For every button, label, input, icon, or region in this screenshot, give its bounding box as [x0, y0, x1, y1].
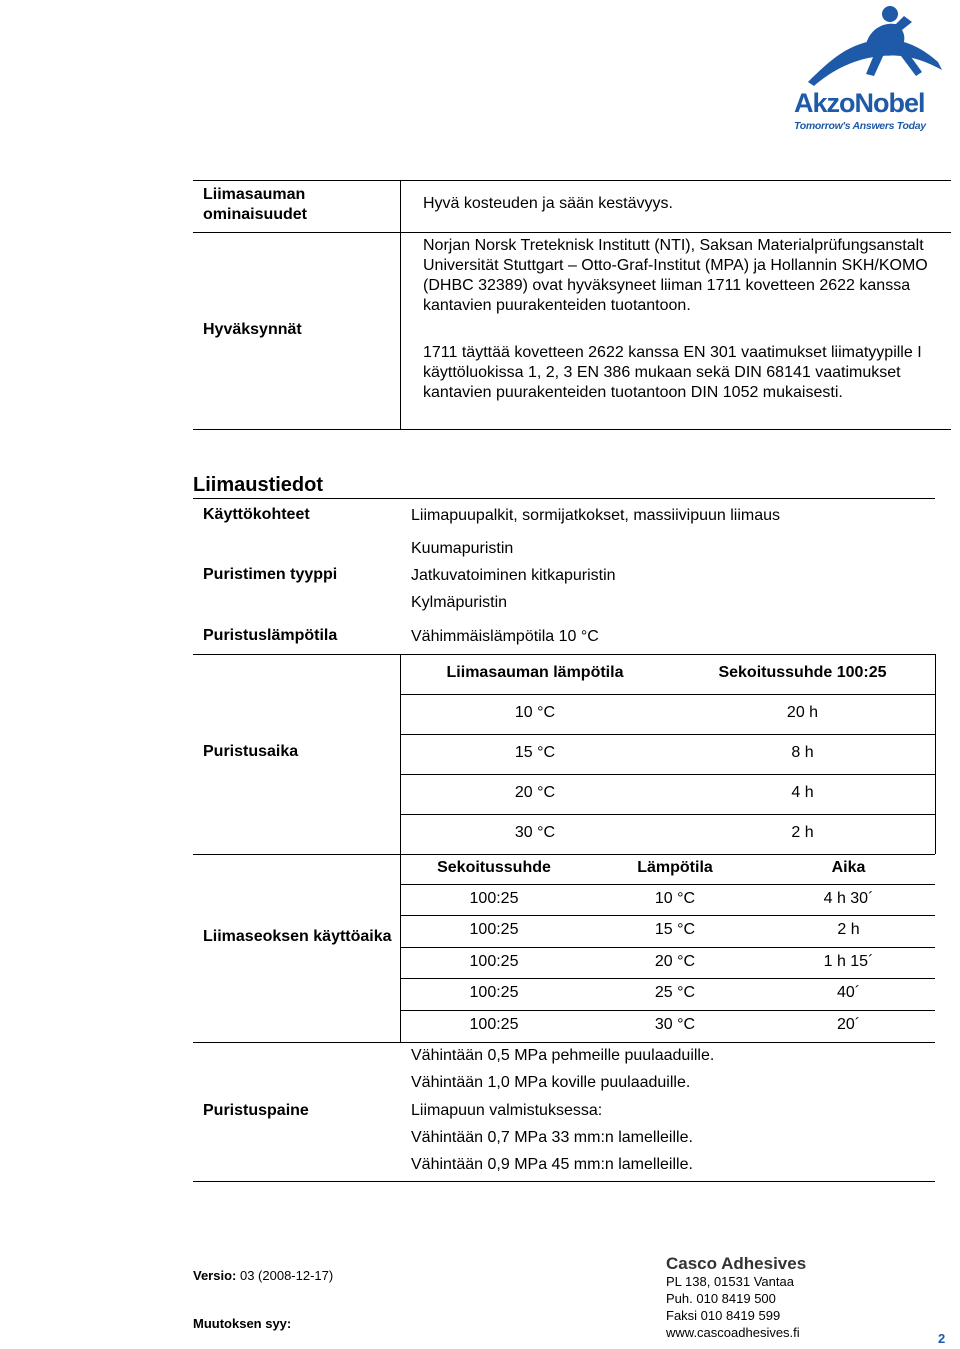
- press-time-cell: 15 °C: [514, 744, 556, 761]
- press-time-cell: 30 °C: [514, 824, 556, 841]
- pot-life-cell: 100:25: [469, 921, 519, 938]
- pot-life-cell: 100:25: [469, 953, 519, 970]
- pressure-bottom-rule: [193, 1181, 935, 1182]
- pot-life-left-border: [400, 854, 401, 1042]
- pressure-line: Vähintään 0,5 MPa pehmeille puulaaduille.: [411, 1047, 715, 1064]
- page-number: 2: [938, 1331, 946, 1346]
- press-time-cell: 4 h: [791, 784, 814, 801]
- pot-life-cell: 40´: [836, 984, 861, 1001]
- section-title: Liimaustiedot: [193, 474, 324, 496]
- press-time-header: Liimasauman lämpötila: [446, 664, 624, 681]
- value-liimasauman-ominaisuudet: Hyvä kosteuden ja sään kestävyys.: [423, 195, 673, 212]
- label-kayttokohteet: Käyttökohteet: [203, 506, 310, 523]
- pot-life-cell: 25 °C: [654, 984, 696, 1001]
- table-bottom-rule: [193, 429, 951, 430]
- pot-life-cell: 20 °C: [654, 953, 696, 970]
- pot-life-cell: 2 h: [837, 921, 860, 938]
- change-reason-label: Muutoksen syy:: [193, 1316, 292, 1331]
- pot-life-row-rule: [400, 1010, 935, 1011]
- press-time-cell: 2 h: [791, 824, 814, 841]
- pot-life-row-rule: [400, 978, 935, 979]
- press-time-cell: 8 h: [791, 744, 814, 761]
- pot-life-cell: 30 °C: [654, 1016, 696, 1033]
- pot-life-row-rule: [400, 915, 935, 916]
- row-divider: [193, 232, 951, 233]
- company-name: Casco Adhesives: [666, 1254, 807, 1273]
- label-puristuspaine: Puristuspaine: [203, 1102, 309, 1119]
- value-puristuslampotila: Vähimmäislämpötila 10 °C: [411, 628, 599, 645]
- press-time-row-rule: [400, 774, 935, 775]
- logo-figure-icon: [770, 0, 960, 90]
- label-puristimen-tyyppi: Puristimen tyyppi: [203, 566, 338, 583]
- press-time-cell: 20 °C: [514, 784, 556, 801]
- press-time-cell: 20 h: [786, 704, 819, 721]
- press-time-row-rule: [400, 814, 935, 815]
- phone-line: Puh. 010 8419 500: [666, 1291, 776, 1306]
- logo-brand-text: AkzoNobel: [794, 88, 925, 118]
- address-line: PL 138, 01531 Vantaa: [666, 1274, 794, 1289]
- pot-life-cell: 1 h 15´: [823, 953, 874, 970]
- label-puristuslampotila: Puristuslämpötila: [203, 627, 338, 644]
- pot-life-cell: 100:25: [469, 984, 519, 1001]
- value-kayttokohteet: Liimapuupalkit, sormijatkokset, massiivipuun liimaus: [411, 507, 781, 524]
- pot-life-header: Lämpötila: [637, 859, 713, 876]
- version-value: 03 (2008-12-17): [239, 1268, 334, 1283]
- pot-life-cell: 100:25: [469, 890, 519, 907]
- press-time-right-border: [935, 654, 936, 854]
- pressure-line: Vähintään 0,7 MPa 33 mm:n lamelleille.: [411, 1129, 693, 1146]
- approvals-paragraph-2: 1711 täyttää kovetteen 2622 kanssa EN 301 vaatimukset liimatyypille I käyttöluokissa 1, 2, 3 EN 386 mukaan sekä DIN 68141 vaatimukset kantavien puurakenteiden tuotantoon DIN 1052 mukaisesti.: [423, 344, 922, 401]
- website-link[interactable]: www.cascoadhesives.fi: [666, 1325, 800, 1340]
- label-liimasauman-ominaisuudet: Liimasauman ominaisuudet: [203, 186, 308, 223]
- pot-life-cell: 4 h 30´: [823, 890, 874, 907]
- label-liimaseoksen-kayttoaika: Liimaseoksen käyttöaika: [203, 928, 392, 945]
- logo-tagline: Tomorrow's Answers Today: [794, 120, 926, 132]
- table-top-rule: [193, 180, 951, 181]
- pot-life-cell: 10 °C: [654, 890, 696, 907]
- press-time-top-rule: [193, 654, 935, 655]
- pressure-line: Liimapuun valmistuksessa:: [411, 1102, 603, 1119]
- pot-life-header: Aika: [831, 859, 866, 876]
- akzonobel-logo: [770, 0, 960, 140]
- approvals-paragraph-1: Norjan Norsk Treteknisk Institutt (NTI), Saksan Materialprüfungsanstalt Universität Stuttgart – Otto-Graf-Institut (MPA) ja Hollannin SKH/KOMO (DHBC 32389) ovat hyväksyneet liiman 1711 kovetteen 2622 kanssa kantavien puurakenteiden tuotantoon.: [423, 237, 928, 314]
- section-title-rule: [193, 498, 935, 499]
- press-type-item: Kuumapuristin: [411, 540, 514, 557]
- press-type-item: Jatkuvatoiminen kitkapuristin: [411, 567, 616, 584]
- pot-life-row-rule: [400, 947, 935, 948]
- pot-life-cell: 15 °C: [654, 921, 696, 938]
- pressure-line: Vähintään 0,9 MPa 45 mm:n lamelleille.: [411, 1156, 693, 1173]
- pot-life-row-rule: [400, 884, 935, 885]
- label-hyvaksynnat: Hyväksynnät: [203, 321, 302, 338]
- pot-life-header: Sekoitussuhde: [437, 859, 551, 876]
- press-time-cell: 10 °C: [514, 704, 556, 721]
- press-time-bottom-rule: [193, 854, 935, 855]
- label-puristusaika: Puristusaika: [203, 743, 299, 760]
- version-line: [193, 1268, 333, 1283]
- press-time-header: Sekoitussuhde 100:25: [718, 664, 887, 681]
- pot-life-cell: 100:25: [469, 1016, 519, 1033]
- pressure-line: Vähintään 1,0 MPa koville puulaaduille.: [411, 1074, 691, 1091]
- press-time-row-rule: [400, 734, 935, 735]
- press-type-item: Kylmäpuristin: [411, 594, 508, 611]
- pot-life-cell: 20´: [836, 1016, 861, 1033]
- fax-line: Faksi 010 8419 599: [666, 1308, 781, 1323]
- press-time-row-rule: [400, 694, 935, 695]
- properties-divider: [400, 180, 401, 429]
- version-label: Versio:: [193, 1268, 237, 1283]
